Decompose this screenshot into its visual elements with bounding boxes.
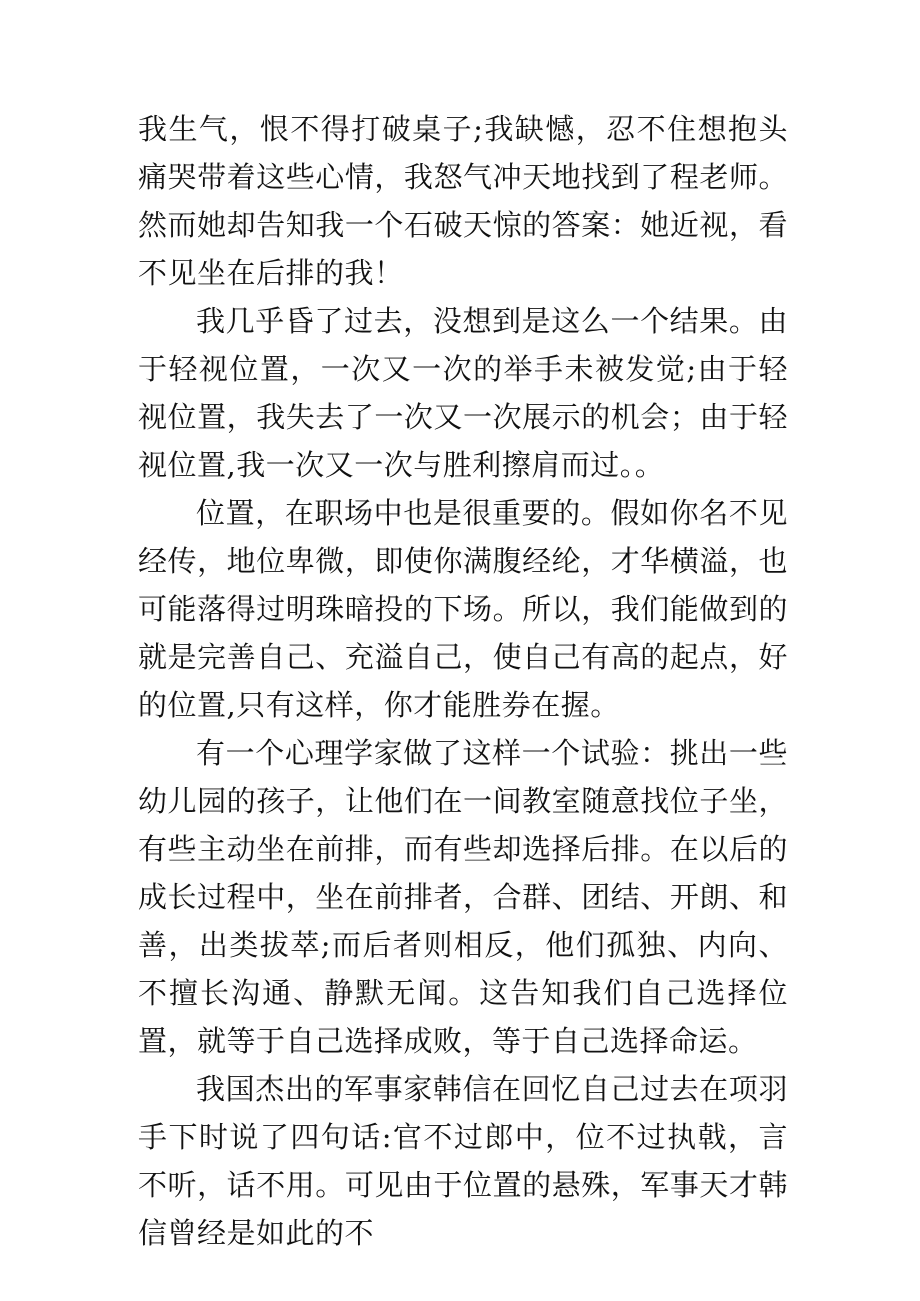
paragraph-5: 我国杰出的军事家韩信在回忆自己过去在项羽手下时说了四句话:官不过郎中，位不过执戟，言不听，话不用。可见由于位置的悬殊，军事天才韩信曾经是如此的不: [138, 1072, 788, 1250]
body-text: [138, 105, 788, 1257]
paragraph-4: 有一个心理学家做了这样一个试验：挑出一些幼儿园的孩子，让他们在一间教室随意找位子坐，有些主动坐在前排，而有些却选择后排。在以后的成长过程中，坐在前排者，合群、团结、开朗、和善，出类拔萃;而后者则相反，他们孤独、内向、不擅长沟通、静默无闻。这告知我们自己选择位置，就等于自己选择成败，等于自己选择命运。: [138, 736, 788, 1058]
paragraph-3: 位置，在职场中也是很重要的。假如你名不见经传，地位卑微，即使你满腹经纶，才华横溢，也可能落得过明珠暗投的下场。所以，我们能做到的就是完善自己、充溢自己，使自己有高的起点，好的位置,只有这样，你才能胜券在握。: [138, 496, 788, 722]
paragraph-1: 我生气，恨不得打破桌子;我缺憾，忍不住想抱头痛哭带着这些心情，我怒气冲天地找到了程老师。然而她却告知我一个石破天惊的答案：她近视，看不见坐在后排的我！: [138, 112, 788, 290]
paragraph-2: 我几乎昏了过去，没想到是这么一个结果。由于轻视位置，一次又一次的举手未被发觉;由于轻视位置，我失去了一次又一次展示的机会；由于轻视位置,我一次又一次与胜利擦肩而过。。: [138, 304, 788, 482]
